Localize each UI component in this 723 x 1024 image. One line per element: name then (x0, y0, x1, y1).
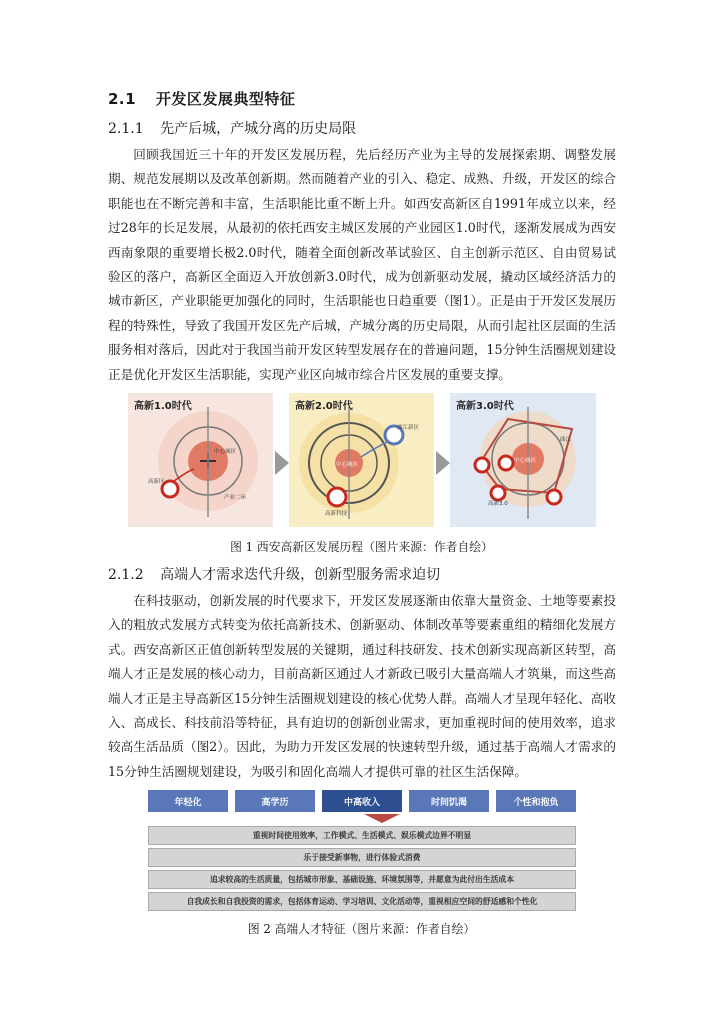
paragraph-1 (108, 143, 616, 387)
arrow-down-icon (364, 814, 400, 823)
subsection-title: 高端人才需求迭代升级，创新型服务需求迫切 (160, 567, 441, 583)
panel-2-graphic (289, 393, 434, 527)
panel-2-label-qujiang: 曲江新区 (397, 425, 420, 431)
panel-1-title: 高新1.0时代 (134, 401, 192, 412)
feature-row-4: 自我成长和自我投资的需求，包括体育运动、学习培训、文化活动等，重视相应空间的舒适感和个性化 (148, 892, 576, 911)
arrow-2-icon (436, 451, 450, 475)
figure-1 (128, 393, 596, 527)
arrow-1-icon (275, 451, 289, 475)
tag-time-hungry: 时间饥渴 (409, 790, 489, 812)
figure-2 (148, 788, 576, 912)
panel-gaoxin-1 (128, 393, 273, 527)
tag-ambition: 个性和抱负 (496, 790, 576, 812)
panel-3-label-center: 中心城区 (514, 458, 537, 464)
panel-3-label-gaoxin3: 高新3.0 (488, 501, 508, 507)
panel-1-label-gaoxin: 高新区 (148, 479, 165, 485)
panel-1-graphic (128, 393, 273, 527)
feature-row-1: 重视时间使用效率，工作模式、生活模式、娱乐模式边界不明显 (148, 826, 576, 845)
panel-2-label-tech: 高新科技 (325, 511, 348, 517)
paragraph-2 (108, 589, 616, 784)
subsection-number: 2.1.1 (108, 121, 144, 137)
section-heading (108, 88, 295, 109)
section-title: 开发区发展典型特征 (155, 90, 296, 108)
subsection-heading-1 (108, 118, 356, 138)
tag-education: 高学历 (235, 790, 315, 812)
feature-row-3: 追求较高的生活质量，包括城市形象、基础设施、环境氛围等，并愿意为此付出生活成本 (148, 870, 576, 889)
panel-gaoxin-2 (289, 393, 434, 527)
panel-3-label-qujiang: 曲江 (560, 437, 572, 443)
section-number: 2.1 (108, 90, 137, 108)
paragraph-text: 在科技驱动，创新发展的时代要求下，开发区发展逐渐由依靠大量资金、土地等要素投入的粗放式发展方式转变为依托高新技术、创新驱动、体制改革等要素重组的精细化发展方式。西安高新区正值创新转型发展的关键期，通过科技研发、技术创新实现高新区转型，高端人才正是发展的核心动力，目前高新区通过人才新政已吸引大量高端人才筑巢，而这些高端人才正是主导高新区15分钟生活圈规划建设的核心优势人群。高端人才呈现年轻化、高收入、高成长、科技前沿等特征，具有迫切的创新创业需求，更加重视时间的使用效率，追求较高生活品质（图2）。因此，为助力开发区发展的快速转型升级，通过基于高端人才需求的15分钟生活圈规划建设，为吸引和固化高端人才提供可靠的社区生活保障。 (108, 593, 616, 779)
paragraph-text: 回顾我国近三十年的开发区发展历程，先后经历产业为主导的发展探索期、调整发展期、规范发展期以及改革创新期。然而随着产业的引入、稳定、成熟、升级，开发区的综合职能也在不断完善和丰富，生活职能比重不断上升。如西安高新区自1991年成立以来，经过28年的长足发展，从最初的依托西安主城区发展的产业园区1.0时代，逐渐发展成为西安西南象限的重要增长极2.0时代，随着全面创新改革试验区、自主创新示范区、自由贸易试验区的落户，高新区全面迈入开放创新3.0时代，成为创新驱动发展，撬动区域经济活力的城市新区，产业职能更加强化的同时，生活职能也日趋重要（图1）。正是由于开发区发展历程的特殊性，导致了我国开发区先产后城，产城分离的历史局限，从而引起社区层面的生活服务相对落后，因此对于我国当前开发区转型发展存在的普遍问题，15分钟生活圈规划建设正是优化开发区生活职能，实现产业区向城市综合片区发展的重要支撑。 (108, 147, 616, 382)
subsection-number: 2.1.2 (108, 567, 144, 583)
panel-2-label-center: 中心城区 (336, 462, 359, 468)
panel-1-label-center: 中心城区 (214, 449, 237, 455)
panel-2-title: 高新2.0时代 (295, 401, 353, 412)
tag-income: 中高收入 (322, 790, 402, 812)
feature-row-2: 乐于接受新事物，进行体验式消费 (148, 848, 576, 867)
subsection-title: 先产后城，产城分离的历史局限 (160, 121, 357, 137)
panel-3-title: 高新3.0时代 (456, 401, 514, 412)
figure-2-caption: 图 2 高端人才特征（图片来源：作者自绘） (247, 922, 476, 936)
subsection-heading-2 (108, 564, 440, 584)
figure-1-caption: 图 1 西安高新区发展历程（图片来源：作者自绘） (230, 540, 493, 554)
tag-young: 年轻化 (148, 790, 228, 812)
panel-gaoxin-3 (450, 393, 596, 527)
panel-1-label-ring: 产业二环 (224, 495, 247, 501)
